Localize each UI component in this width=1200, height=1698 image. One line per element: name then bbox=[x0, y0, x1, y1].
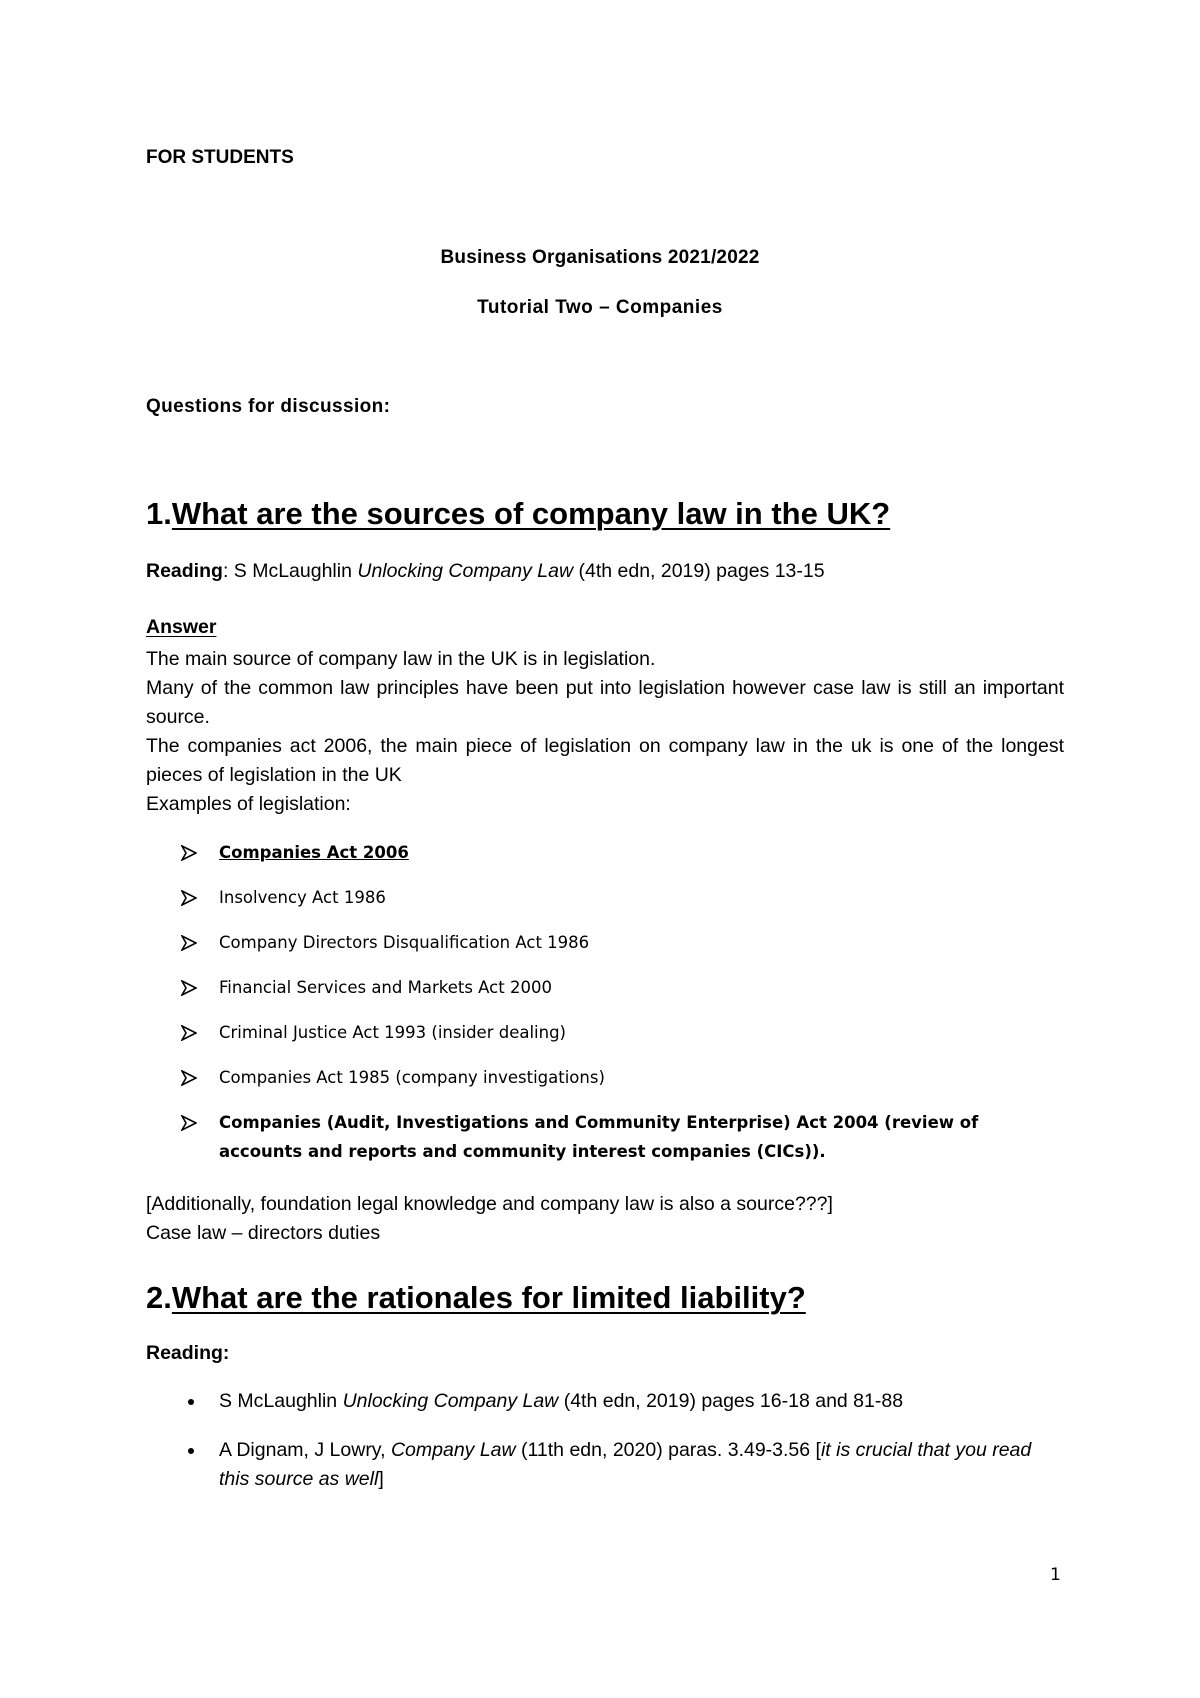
legislation-list bbox=[146, 838, 1064, 1182]
reading-label: Reading bbox=[146, 560, 223, 582]
reading-author: S McLaughlin bbox=[233, 560, 358, 582]
question-1-number: 1. bbox=[146, 496, 172, 531]
course-title: Business Organisations 2021/2022 bbox=[440, 247, 760, 268]
question-2-number: 2. bbox=[146, 1280, 172, 1315]
arrow-bullet-icon bbox=[181, 935, 197, 951]
answer-label: Answer bbox=[146, 616, 217, 638]
arrow-bullet-icon bbox=[181, 845, 197, 861]
audience-label: FOR STUDENTS bbox=[146, 147, 294, 168]
arrow-bullet-icon bbox=[181, 980, 197, 996]
reading-list bbox=[146, 1387, 1064, 1514]
legislation-link[interactable]: Companies Act 2006 bbox=[219, 843, 409, 862]
bullet-dot-icon bbox=[188, 1448, 194, 1454]
answer-paragraph: Many of the common law principles have been put into legislation however case law is still an important source. bbox=[146, 677, 1064, 728]
reading-book-title: Unlocking Company Law bbox=[357, 560, 574, 582]
question-2-text: What are the rationales for limited liability? bbox=[171, 1280, 806, 1315]
reading-details: (4th edn, 2019) pages 16-18 and 81-88 bbox=[558, 1390, 904, 1412]
reading-details: (4th edn, 2019) pages 13-15 bbox=[573, 560, 825, 582]
list-item bbox=[146, 838, 1064, 867]
reading-details: (11th edn, 2020) paras. 3.49-3.56 bbox=[515, 1439, 816, 1461]
question-1-heading bbox=[146, 496, 890, 532]
note-line: [Additionally, foundation legal knowledge and company law is also a source???] bbox=[146, 1193, 833, 1215]
list-item bbox=[146, 1018, 1064, 1047]
question-1-reading bbox=[146, 560, 825, 583]
tutorial-title: Tutorial Two – Companies bbox=[477, 297, 723, 318]
question-2-reading-label: Reading: bbox=[146, 1342, 230, 1364]
legislation-item: Companies Act 1985 (company investigations) bbox=[219, 1068, 605, 1087]
legislation-item: Company Directors Disqualification Act 1986 bbox=[219, 933, 590, 952]
reading-note: it is crucial that you read this source as well bbox=[219, 1439, 1032, 1490]
answer-paragraph: Examples of legislation: bbox=[146, 793, 351, 815]
list-item bbox=[146, 1063, 1064, 1092]
list-item bbox=[146, 1387, 1064, 1416]
reading-book-title: Unlocking Company Law bbox=[342, 1390, 559, 1412]
legislation-item: Criminal Justice Act 1993 (insider dealing) bbox=[219, 1023, 566, 1042]
legislation-item: Insolvency Act 1986 bbox=[219, 888, 386, 907]
questions-heading: Questions for discussion: bbox=[146, 396, 391, 417]
list-item bbox=[146, 928, 1064, 957]
answer-paragraph: The companies act 2006, the main piece of legislation on company law in the uk is one of the longest pieces of legislation in the UK bbox=[146, 735, 1064, 786]
arrow-bullet-icon bbox=[181, 1070, 197, 1086]
list-item bbox=[146, 973, 1064, 1002]
reading-author: A Dignam, J Lowry, bbox=[219, 1439, 391, 1461]
note-line: Case law – directors duties bbox=[146, 1222, 381, 1244]
answer-paragraph: The main source of company law in the UK is in legislation. bbox=[146, 648, 656, 670]
reading-separator: : bbox=[222, 560, 234, 582]
list-item bbox=[146, 1436, 1064, 1494]
question-1-text: What are the sources of company law in the UK? bbox=[171, 496, 891, 531]
arrow-bullet-icon bbox=[181, 1025, 197, 1041]
arrow-bullet-icon bbox=[181, 1115, 197, 1131]
reading-author: S McLaughlin bbox=[219, 1390, 343, 1412]
page-number: 1 bbox=[1050, 1565, 1061, 1585]
list-item bbox=[146, 1108, 1064, 1166]
bracket-close: ] bbox=[378, 1468, 384, 1490]
additional-notes bbox=[146, 1190, 1064, 1248]
bracket-open: [ bbox=[815, 1439, 821, 1461]
arrow-bullet-icon bbox=[181, 890, 197, 906]
list-item bbox=[146, 883, 1064, 912]
bullet-dot-icon bbox=[188, 1399, 194, 1405]
legislation-item: Financial Services and Markets Act 2000 bbox=[219, 978, 552, 997]
reading-book-title: Company Law bbox=[390, 1439, 516, 1461]
answer-body bbox=[146, 645, 1064, 819]
legislation-item: Companies (Audit, Investigations and Community Enterprise) Act 2004 (review of accounts and reports and community interest companies (CICs)). bbox=[219, 1113, 979, 1161]
question-2-heading bbox=[146, 1280, 806, 1316]
